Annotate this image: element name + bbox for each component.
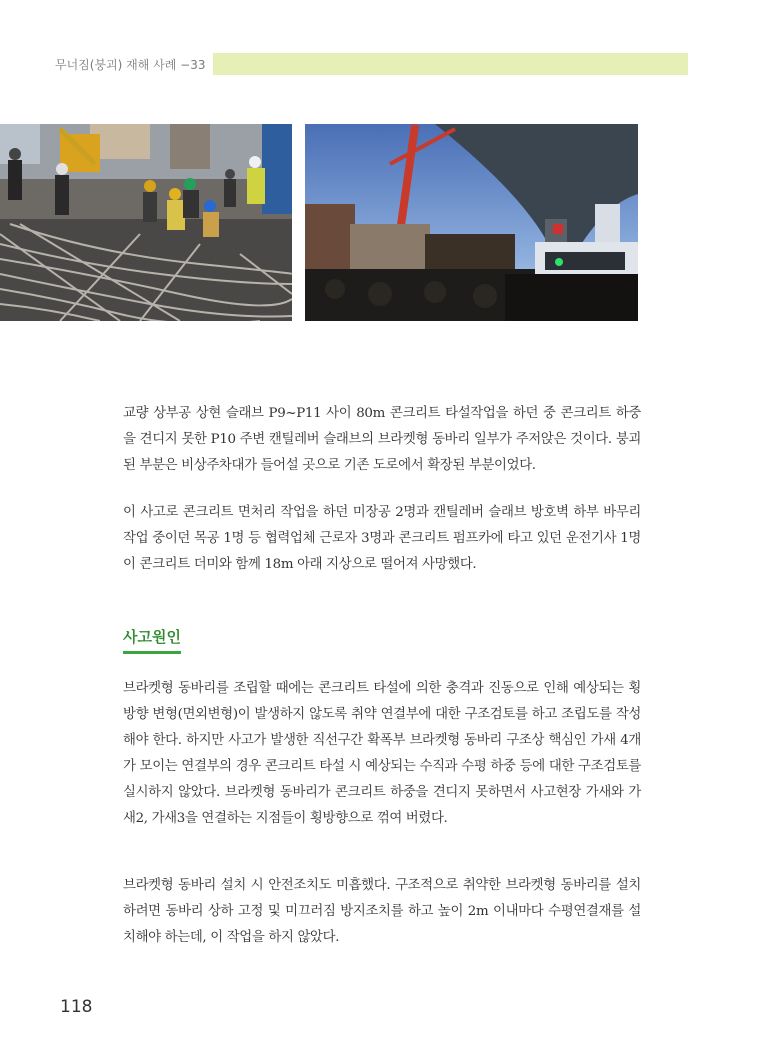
page-number: 118 (60, 997, 93, 1017)
pump-truck-scene-photo (305, 124, 638, 321)
collapse-site-rescue-photo (0, 124, 292, 321)
paragraph-accident-overview: 교량 상부공 상현 슬래브 P9~P11 사이 80m 콘크리트 타설작업을 하던 중 콘크리트 하중을 견디지 못한 P10 주변 캔틸레버 슬래브의 브라켓형 동바리 일부가 주저앉은 것이다. 붕괴된 부분은 비상주차대가 들어설 곳으로 기존 도로에서 확장된 부분이었다. (123, 406, 641, 473)
paragraph-casualties: 이 사고로 콘크리트 면처리 작업을 하던 미장공 2명과 캔틸레버 슬래브 방호벽 하부 바무리 작업 중이던 목공 1명 등 협력업체 근로자 3명과 콘크리트 펌프카에 타고 있던 운전기사 1명이 콘크리트 더미와 함께 18m 아래 지상으로 떨어져 사망했다. (123, 505, 641, 572)
running-header (55, 53, 688, 75)
header-title: 무너짐(붕괴) 재해 사례 −33 (55, 57, 206, 72)
section-heading-accident-cause: 사고원인 (123, 626, 181, 654)
paragraph-structural-cause: 브라켓형 동바리를 조립할 때에는 콘크리트 타설에 의한 충격과 진동으로 인해 예상되는 횡방향 변형(면외변형)이 발생하지 않도록 취약 연결부에 대한 구조검토를 하고 조립도를 작성해야 한다. 하지만 사고가 발생한 직선구간 확폭부 브라켓형 동바리 구조상 핵심인 가새 4개가 모이는 연결부의 경우 콘크리트 타설 시 예상되는 수직과 수평 하중 등에 대한 구조검토를 실시하지 않았다. 브라켓형 동바리가 콘크리트 하중을 견디지 못하면서 사고현장 가새와 가새2, 가새3을 연결하는 지점들이 횡방향으로 꺾여 버렸다. (123, 681, 641, 826)
header-bar (213, 53, 688, 75)
paragraph-safety-measures: 브라켓형 동바리 설치 시 안전조치도 미흡했다. 구조적으로 취약한 브라켓형 동바리를 설치하려면 동바리 상하 고정 및 미끄러짐 방지조치를 하고 높이 2m 이내마다 수평연결재를 설치해야 하는데, 이 작업을 하지 않았다. (123, 878, 641, 945)
